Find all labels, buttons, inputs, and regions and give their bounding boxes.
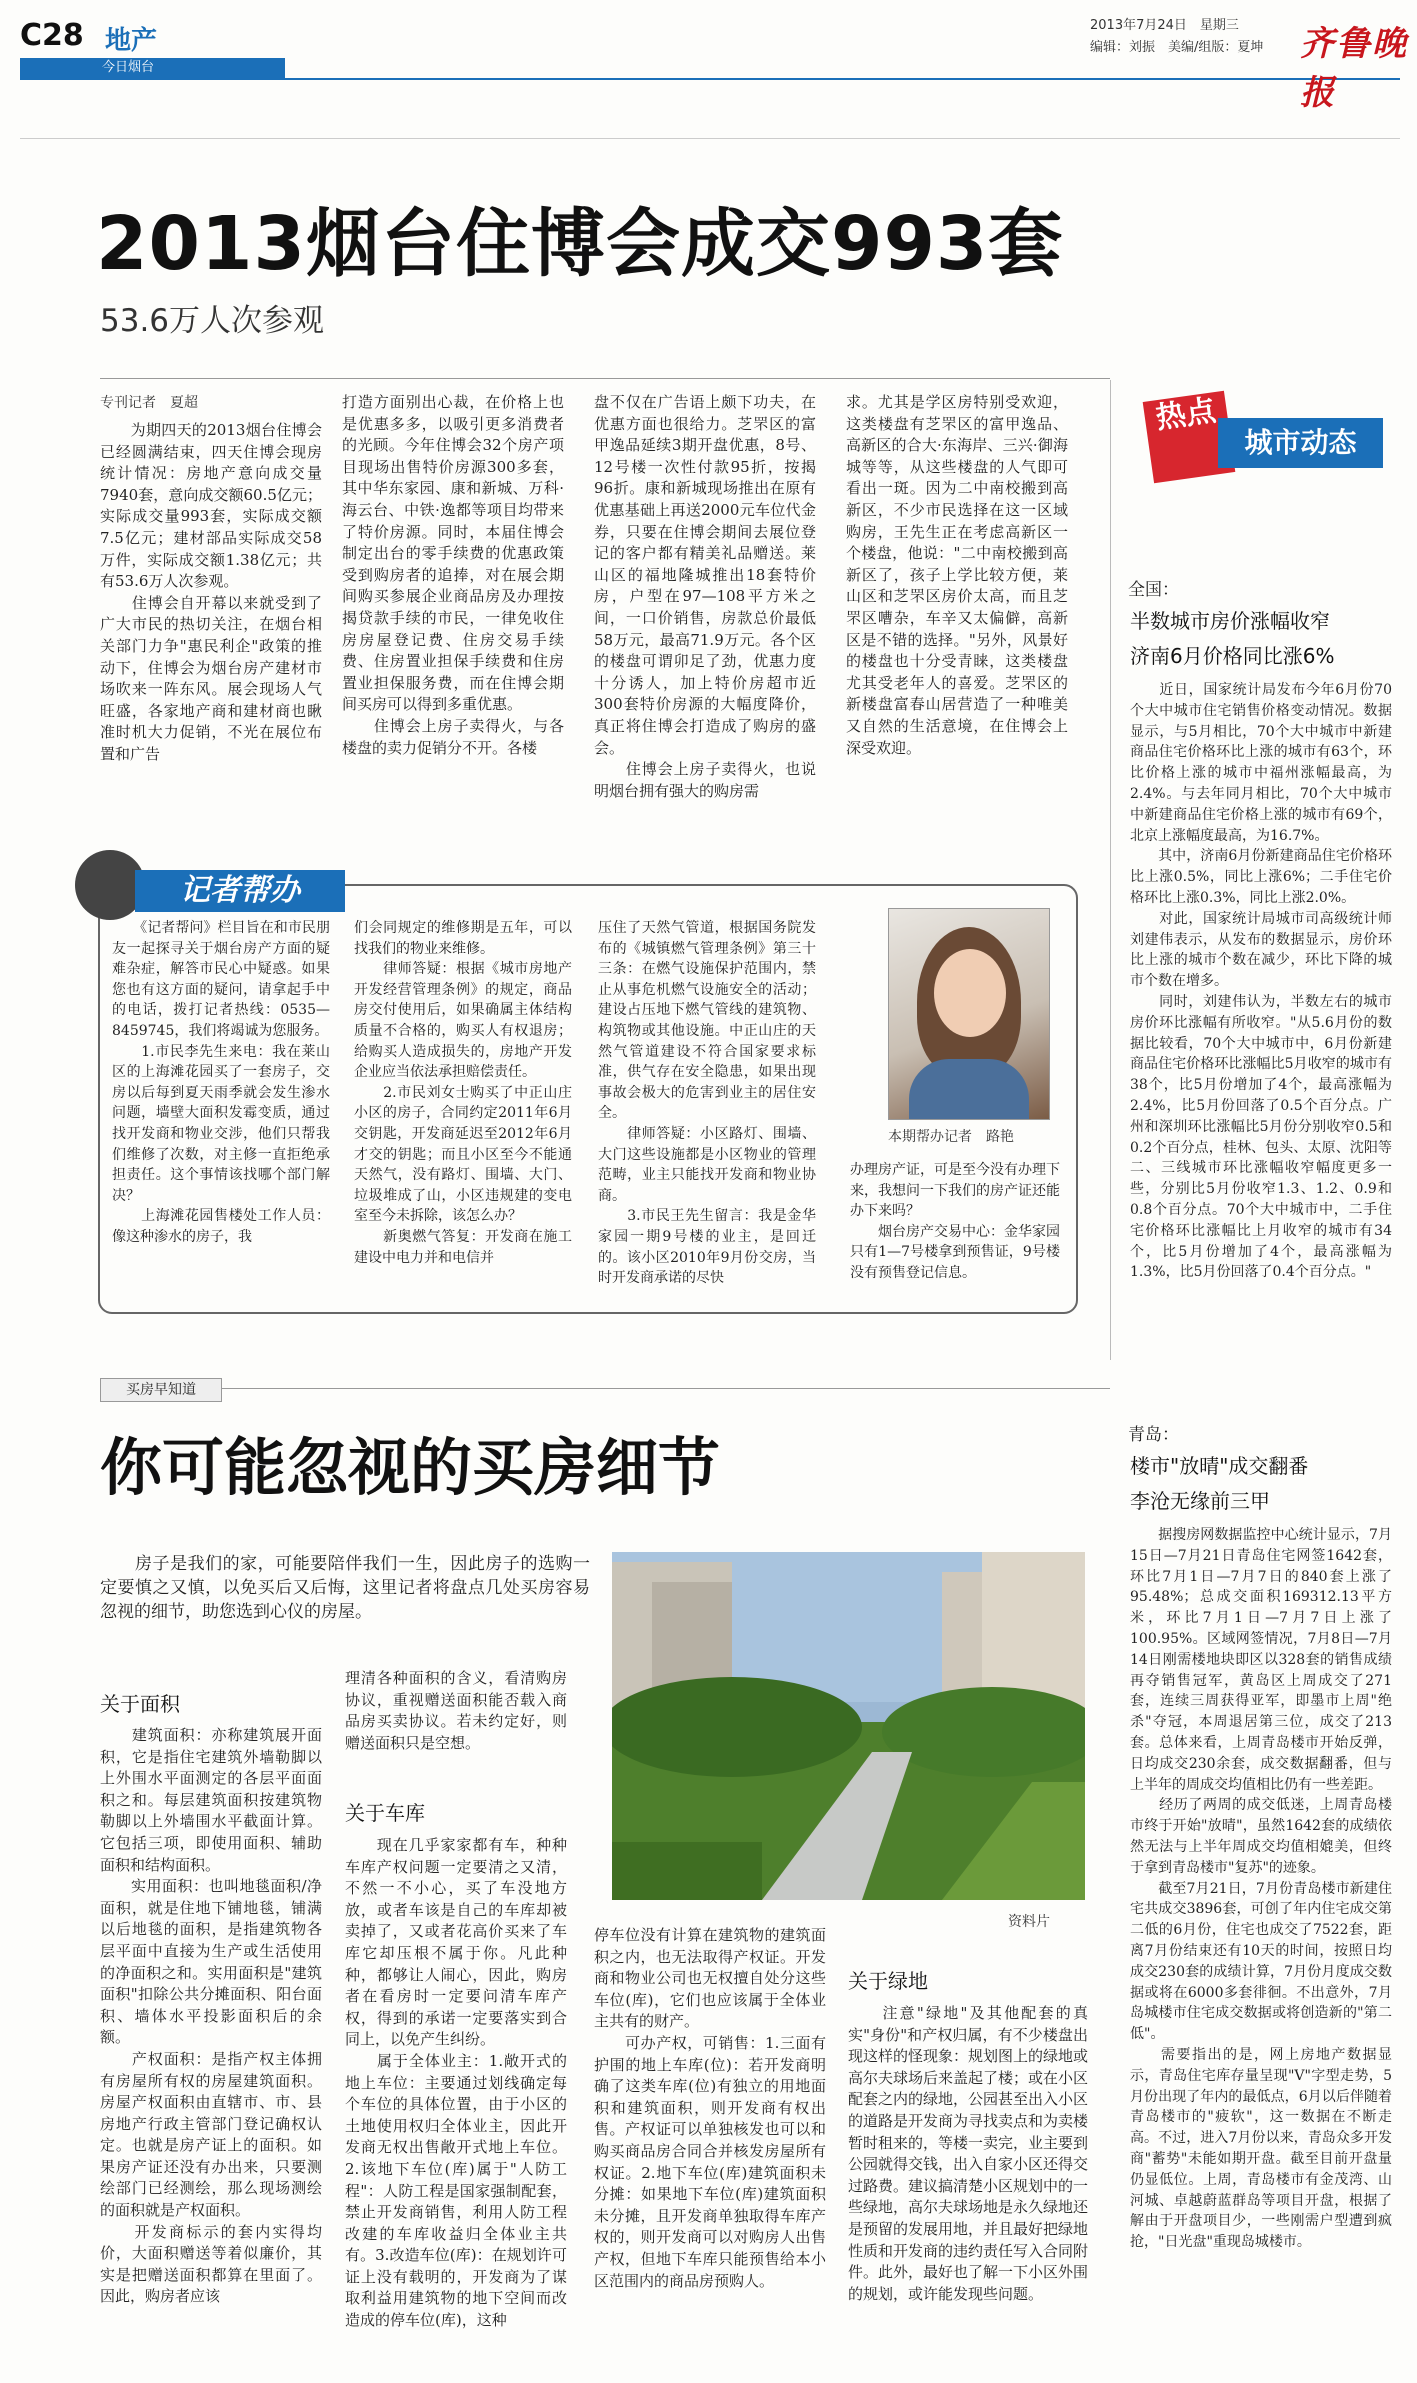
- photo-credit: 资料片: [1008, 1914, 1050, 1930]
- sidebar-region-qingdao: 青岛：: [1128, 1425, 1179, 1445]
- section-name: 地产: [105, 26, 158, 56]
- section-tag: 买房早知道: [100, 1378, 222, 1402]
- city-news-label: 城市动态: [1218, 418, 1383, 468]
- lead-subheadline: 53.6万人次参观: [100, 303, 325, 339]
- area-column-cont: 理清各种面积的含义，看清购房协议，重视赠送面积能否载入商品房买卖协议。若未约定好，则赠送面积只是空想。: [345, 1669, 567, 1752]
- column-rule: [1110, 380, 1111, 1360]
- header-rule: [20, 78, 1400, 80]
- body-shape: [909, 1059, 1029, 1119]
- garden-photo: [612, 1552, 1085, 1900]
- newspaper-logo: 齐鲁晚报: [1300, 24, 1408, 113]
- second-headline: 你可能忽视的买房细节: [100, 1431, 721, 1504]
- reporter-column-2: 们会同规定的维修期是五年，可以找我们的物业来维修。 律师答疑：根据《城市房地产开发经营管理条例》的规定，商品房交付使用后，如果确属主体结构质量不合格的，购买人有权退房；给购买人造成损失的，房地产开发企业应当依法承担赔偿责任。 2.市民刘女士购买了中正山庄小区的房子，合同约定2011年6月交钥匙，开发商延迟至2012年6月才交的钥匙；而且小区至今不能通天然气，没有路灯、围墙、大门、垃圾堆成了山，小区违规建的变电室至今未拆除，该怎么办？ 新奥燃气答复：开发商在施工建设中电力并和电信并: [354, 920, 572, 1266]
- sidebar-region-national: 全国：: [1128, 580, 1179, 600]
- sidebar-article-2: 据搜房网数据监控中心统计显示，7月15日—7月21日青岛住宅网签1642套，环比7月1日—7月7日的840套上涨了95.48%；总成交面积169312.13平方米，环比7月1日—7月7日上涨了100.95%。区域网签情况，7月8日—7月14日刚需楼地块即区以328套的销售成绩再夺销售冠军，黄岛区上周成交了271套，连续三周获得亚军，即墨市上周"绝杀"夺冠，本周退居第三位，成交了213套。总体来看，上周青岛楼市开始反弹，日均成交230余套，成交数据翻番，但与上半年的周成交均值相比仍有一些差距。 经历了两周的成交低迷，上周青岛楼市终于开始"放晴"，虽然1642套的成绩依然无法与上半年周成交均值相媲美，但终于拿到青岛楼市"复苏"的迹象。 截至7月21日，7月份青岛楼市新建住宅共成交3896套，可创了年内住宅成交第二低的6月份，住宅也成交了7522套，距离7月份结束还有10天的时间，按照日均成交230套的成绩计算，7月份月度成交数据或将在6000多套徘徊。不出意外，7月岛城楼市住宅成交数据或将创造新的"第二低"。 需要指出的是，网上房地产数据显示，青岛住宅库存量呈现"V"字型走势，5月份出现了年内的最低点，6月以后伴随着青岛楼市的"疲软"，这一数据在不断走高。不过，进入7月份以来，青岛众多开发商"蓄势"未能如期开盘。截至目前开盘量仍显低位。上周，青岛楼市有金茂湾、山河城、卓越蔚蓝群岛等项目开盘，根据了解由于开盘项目少，一些刚需户型遭到疯抢，"日光盘"重现岛城楼市。: [1130, 1527, 1392, 2251]
- page-number: C28: [20, 18, 84, 53]
- reporter-photo: [888, 908, 1050, 1120]
- lead-column-2: 打造方面别出心裁，在价格上也是优惠多多，以吸引更多消费者的光顾。今年住博会32个房产项目现场出售特价房源300多套，其中华东家园、康和新城、万科·海云台、中铁·逸都等项目均带来了特价房源。同时，本届住博会制定出台的零手续费的优惠政策受到购房者的追捧，对在展会期间购买参展企业商品房及办理按揭贷款手续的市民，一律免收住房房屋登记费、住房交易手续费、住房置业担保手续费和住房置业担保服务费，而在住博会期间买房可以得到多重优惠。 住博会上房子卖得火，与各楼盘的卖力促销分不开。各楼: [342, 393, 564, 757]
- garage-column-cont: 停车位没有计算在建筑物的建筑面积之内，也无法取得产权证。开发商和物业公司也无权擅自处分这些车位(库)，它们也应该属于全体业主共有的财产。 可办产权，可销售：1.三面有护围的地上车库(位)：若开发商明确了这类车库(位)有独立的用地面积和建筑面积，则开发商有权出售。产权证可以单独核发也可以和购买商品房合同合并核发房屋所有权证。2.地下车位(库)建筑面积未分摊：如果地下车位(库)建筑面积未分摊，且开发商单独取得车库产权的，则开发商可以对购房人出售产权，但地下车库只能预售给本小区范围内的商品房预购人。: [594, 1926, 826, 2290]
- divider: [20, 138, 1400, 139]
- reporter-help-badge: [75, 850, 385, 920]
- hot-label: 热点: [1143, 391, 1236, 484]
- divider: [100, 1388, 1110, 1389]
- lead-column-3: 盘不仅在广告语上颇下功夫，在优惠方面也很给力。芝罘区的富甲逸品延续3期开盘优惠，8号、12号楼一次性付款95折，按揭96折。康和新城现场推出在原有优惠基础上再送2000元车位代金券，只要在住博会期间去展位登记的客户都有精美礼品赠送。莱山区的福地隆城推出18套特价房，户型在97—108平方米之间，一口价销售，房款总价最低58万元，最高71.9万元。各个区的楼盘可谓卯足了劲，优惠力度十分诱人，加上特价房超市近300套特价房源的大幅度降价，真正将住博会打造成了购房的盛会。 住博会上房子卖得火，也说明烟台拥有强大的购房需: [594, 393, 816, 800]
- garage-column: 现在几乎家家都有车，种种车库产权问题一定要清之又清，不然一不小心，买了车没地方放，或者车该是自己的车库却被卖掉了，又或者花高价买来了车库它却压根不属于你。凡此种种，都够让人闹心，因此，购房者在看房时一定要问清车库产权，得到的承诺一定要落实到合同上，以免产生纠纷。 属于全体业主：1.敞开式的地上车位：主要通过划线确定每个车位的具体位置，由于小区的土地使用权归全体业主，因此开发商无权出售敞开式地上车位。2.该地下车位(库)属于"人防工程"：人防工程是国家强制配套，禁止开发商销售，利用人防工程改建的车库收益归全体业主共有。3.改造车位(库)：在规划许可证上没有载明的，开发商为了谋取利益用建筑物的地下空间而改造成的停车位(库)，这种: [345, 1836, 567, 2330]
- sidebar-headline-1a: 半数城市房价涨幅收窄: [1130, 609, 1330, 633]
- issue-date: 2013年7月24日 星期三: [1090, 18, 1239, 33]
- sidebar-headline-1b: 济南6月价格同比涨6%: [1130, 644, 1335, 668]
- reporter-column-1: 《记者帮问》栏目旨在和市民朋友一起探寻关于烟台房产方面的疑难杂症，解答市民心中疑惑。如果您也有这方面的疑问，请拿起手中的电话，拨打记者热线：0535—8459745，我们将竭诚为您服务。 1.市民李先生来电：我在莱山区的上海滩花园买了一套房子，交房以后每到夏天雨季就会发生渗水问题，墙壁大面积发霉变质，通过找开发商和物业交涉，他们只帮我们维修了次数，对主修一直拒绝承担责任。这个事情该找哪个部门解决？ 上海滩花园售楼处工作人员：像这种渗水的房子，我: [112, 920, 330, 1245]
- sidebar-headline-2b: 李沧无缘前三甲: [1130, 1489, 1270, 1513]
- face-shape: [934, 949, 1006, 1037]
- garden-illustration: [612, 1552, 1085, 1900]
- editors: 编辑：刘振 美编/组版：夏坤: [1090, 40, 1264, 55]
- area-column: 建筑面积：亦称建筑展开面积，它是指住宅建筑外墙勒脚以上外围水平面测定的各层平面面积之和。每层建筑面积按建筑物勒脚以上外墙围水平截面计算。它包括三项，即使用面积、辅助面积和结构面积。 实用面积：也叫地毯面积/净面积，就是住地下铺地毯，铺满以后地毯的面积，是指建筑物各层平面中直接为生产或生活使用的净面积之和。实用面积是"建筑面积"扣除公共分摊面积、阳台面积、墙体水平投影面积后的余额。 产权面积：是指产权主体拥有房屋所有权的房屋建筑面积。房屋产权面积由直辖市、市、县房地产行政主管部门登记确权认定。也就是房产证上的面积。如果房产证还没有办出来，只要测绘部门已经测绘，那么现场测绘的面积就是产权面积。 开发商标示的套内实得均价，大面积赠送等着似廉价，其实是把赠送面积都算在里面了。因此，购房者应该: [100, 1726, 322, 2306]
- lead-column-4: 求。尤其是学区房特别受欢迎，这类楼盘有芝罘区的富甲逸品、高新区的合大·东海岸、三兴·御海城等等，从这些楼盘的人气即可看出一斑。因为二中南校搬到高新区，不少市民选择在这一区域购房，王先生正在考虑高新区一个楼盘，他说："二中南校搬到高新区了，孩子上学比较方便，莱山区和芝罘区房价太高，而且芝罘区嘈杂，车辛又太偏僻，高新区是不错的选择。"另外，风景好的楼盘也十分受青睐，这类楼盘尤其受老年人的喜爱。芝罘区的新楼盘富春山居营造了一种唯美又自然的生活意境，在住博会上深受欢迎。: [846, 393, 1068, 757]
- divider: [100, 378, 1110, 379]
- subsection-bar: 今日烟台: [20, 58, 285, 78]
- section-heading-garage: 关于车库: [345, 1801, 425, 1825]
- section-heading-area: 关于面积: [100, 1692, 180, 1716]
- reporter-column-3: 压住了天然气管道，根据国务院发布的《城镇燃气管理条例》第三十三条：在燃气设施保护范围内，禁止从事危机燃气设施安全的活动；建设占压地下燃气管线的建筑物、构筑物或其他设施。中正山庄的天然气管道建设不符合国家要求标准，供气存在安全隐患，如果出现事故会极大的危害到业主的居住安全。 律师答疑：小区路灯、围墙、大门这些设施都是小区物业的管理范畴，业主只能找开发商和物业协商。 3.市民王先生留言：我是金华家园一期9号楼的业主，是回迁的。该小区2010年9月份交房，当时开发商承诺的尽快: [598, 920, 816, 1287]
- hot-news-badge: [1148, 393, 1388, 476]
- lead-headline: 2013烟台住博会成交993套: [96, 201, 1064, 287]
- sidebar-headline-2a: 楼市"放晴"成交翻番: [1130, 1454, 1309, 1478]
- byline: 专刊记者 夏超: [100, 395, 198, 411]
- second-intro: 房子是我们的家，可能要陪伴我们一生，因此房子的选购一定要慎之又慎，以免买后又后悔，这里记者将盘点几处买房容易忽视的细节，助您选到心仪的房屋。: [100, 1554, 590, 1622]
- sidebar-article-1: 近日，国家统计局发布今年6月份70个大中城市住宅销售价格变动情况。数据显示，与5月相比，70个大中城市中新建商品住宅价格环比上涨的城市有63个，环比价格上涨的城市中福州涨幅最高，为2.4%。与去年同月相比，70个大中城市中新建商品住宅价格上涨的城市有69个，北京上涨幅度最高，为16.7%。 其中，济南6月份新建商品住宅价格环比上涨0.5%，同比上涨6%；二手住宅价格环比上涨0.3%，同比上涨2.0%。 对此，国家统计局城市司高级统计师刘建伟表示，从发布的数据显示，房价环比上涨的城市个数在减少，环比下降的城市个数在增多。 同时，刘建伟认为，半数左右的城市房价环比涨幅有所收窄。"从5.6月份的数据比较看，70个大中城市中，6月份新建商品住宅价格环比涨幅比5月收窄的城市有38个，比5月份增加了4个，最高涨幅为2.4%，比5月份回落了0.5个百分点。广州和深圳环比涨幅比5月份分别收窄0.5和0.2个百分点，桂林、包头、太原、沈阳等二、三线城市环比涨幅收窄幅度更多一些，分别比5月份收窄1.3、1.2、0.9和0.8个百分点。70个大中城市中，二手住宅价格环比涨幅比上月收窄的城市有34个，比5月份增加了4个，最高涨幅为1.3%，比5月份回落了0.4个百分点。": [1130, 682, 1392, 1281]
- reporter-column-4: 办理房产证，可是至今没有办理下来，我想问一下我们的房产证还能办下来吗？ 烟台房产交易中心：金华家园只有1—7号楼拿到预售证，9号楼没有预售登记信息。: [850, 1162, 1060, 1281]
- reporter-help-label: 记者帮办: [135, 870, 345, 912]
- section-heading-green: 关于绿地: [848, 1969, 928, 1993]
- lead-column-1: 为期四天的2013烟台住博会已经圆满结束，四天住博会现房统计情况：房地产意向成交量7940套，意向成交额60.5亿元；实际成交量993套，实际成交额7.5亿元；建材部品实际成交58万件，实际成交额1.38亿元；共有53.6万人次参观。 住博会自开幕以来就受到了广大市民的热切关注，在烟台相关部门力争"惠民利企"政策的推动下，住博会为烟台房产建材市场吹来一阵东风。展会现场人气旺盛，各家地产商和建材商也瞅准时机大力促销，不光在展位布置和广告: [100, 421, 322, 763]
- reporter-photo-caption: 本期帮办记者 路艳: [888, 1129, 1014, 1145]
- green-column: 注意"绿地"及其他配套的真实"身份"和产权归属，有不少楼盘出现这样的怪现象：规划图上的绿地或高尔夫球场后来盖起了楼；或在小区配套之内的绿地，公园甚至出入小区的道路是开发商为寻找卖点和为卖楼暂时租来的，等楼一卖完，业主要到公园就得交钱，出入自家小区还得交过路费。建议搞清楚小区规划中的一些绿地，高尔夫球场地是永久绿地还是预留的发展用地，并且最好把绿地性质和开发商的违约责任写入合同附件。此外，最好也了解一下小区外围的规划，或许能发现些问题。: [848, 2004, 1088, 2303]
